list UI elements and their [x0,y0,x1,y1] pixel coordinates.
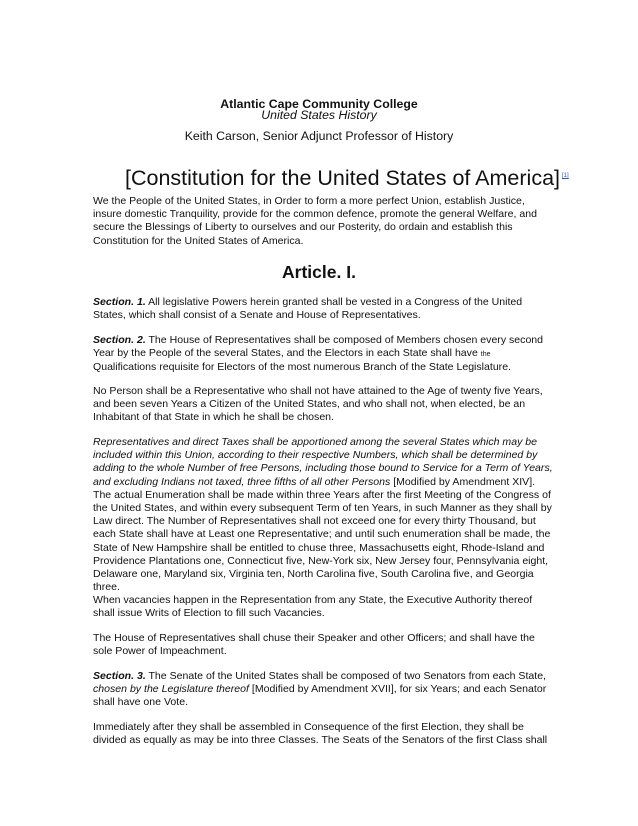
section-3-text-a: The Senate of the United States shall be composed of two Senators from each State, [145,670,546,682]
paragraph-apportionment [93,436,553,594]
document-title-text: [Constitution for the United States of America] [125,166,560,190]
section-2-label: Section. 2. [93,334,146,346]
section-1-text: All legislative Powers herein granted shall be vested in a Congress of the United States, which shall consist of a Senate and House of Representatives. [93,296,523,322]
instructor-line: Keith Carson, Senior Adjunct Professor of History [184,129,454,143]
section-3 [93,670,553,710]
footnote-link[interactable]: [1] [562,173,569,179]
section-2 [93,334,553,375]
document-title [125,163,569,191]
section-3-label: Section. 3. [93,670,146,682]
section-3-text-b: [Modified by Amendment XVII], for six Years; and each Senator shall have one Vote. [93,683,547,709]
preamble: We the People of the United States, in Order to form a more perfect Union, establish Justice, insure domestic Tranquility, provide for the common defence, promote the general Welfare, and secure the Blessings of Liberty to ourselves and our Posterity, do ordain and establish this Constitution for the United States of America. [93,195,537,247]
article-heading: Article. I. [282,262,356,282]
paragraph-vacancies: When vacancies happen in the Representation from any State, the Executive Authority thereof shall issue Writs of Election to fill such Vacancies. [93,594,533,620]
course-title: United States History [261,108,377,122]
section-1 [93,296,553,322]
section-1-label: Section. 1. [93,296,146,308]
section-3-italic-text: chosen by the Legislature thereof [93,683,249,696]
section-2-text-b: Qualifications requisite for Electors of the most numerous Branch of the State Legislature. [93,361,511,374]
paragraph-speaker: The House of Representatives shall chuse their Speaker and other Officers; and shall have the sole Power of Impeachment. [93,632,535,658]
apportionment-text: [Modified by Amendment XIV]. The actual Enumeration shall be made within three Years after the first Meeting of the Congress of the United States, and within every subsequent Term of ten Years, in such Manner as they shall by Law direct. The Number of Representatives shall not exceed one for every thirty Thousand, but each State shall have at Least one Representative; and until such enumeration shall be made, the State of New Hampshire shall be entitled to chuse three, Massachusetts eight, Rhode-Island and Providence Plantations one, Connecticut five, New-York six, New Jersey four, Pennsylvania eight, Delaware one, Maryland six, Virginia ten, North Carolina five, South Carolina five, and Georgia three. [93,475,552,594]
college-name: Atlantic Cape Community College [220,97,418,111]
paragraph-senate-classes: Immediately after they shall be assembled in Consequence of the first Election, they shall be divided as equally as may be into three Classes. The Seats of the Senators of the first Class shall [93,721,548,747]
section-2-small-word: the [480,351,491,359]
paragraph-age-requirement: No Person shall be a Representative who shall not have attained to the Age of twenty five Years, and been seven Years a Citizen of the United States, and who shall not, when elected, be an Inhabitant of that State in which he shall be chosen. [93,385,543,424]
section-2-text-a: The House of Representatives shall be composed of Members chosen every second Year by the People of the several States, and the Electors in each State shall have [93,334,544,360]
apportionment-italic-text: Representatives and direct Taxes shall be apportioned among the several States which may be included within this Union, according to their respective Numbers, which shall be determined by adding to the whole Number of free Persons, including those bound to Service for a Term of Years, and excluding Indians not taxed, three fifths of all other Persons [93,436,553,488]
